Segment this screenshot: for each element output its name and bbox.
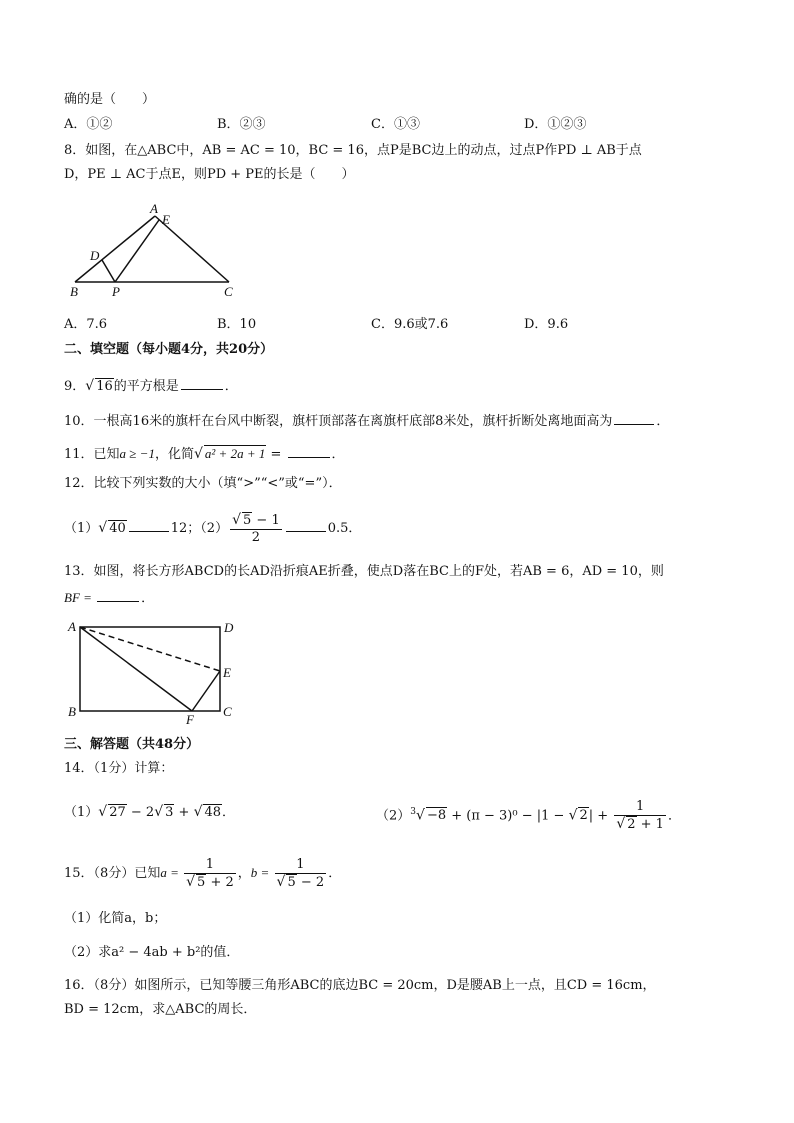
q7-stem-tail: 确的是（ ） <box>64 92 156 107</box>
q12-p1-right: 12； <box>170 521 201 536</box>
q8-option-c: C．9.6或7.6 <box>371 317 449 332</box>
q8-label-c: C <box>224 284 233 299</box>
q10-text: 10．一根高16米的旗杆在台风中断裂，旗杆顶部落在离旗杆底部8米处，旗杆折断处离地面高为 <box>64 414 613 429</box>
q12-p1-radicand: 40 <box>109 521 126 536</box>
q14-p2-mid: + (π − 3)⁰ − |1 − <box>447 808 569 824</box>
q11-eq: = <box>266 447 286 462</box>
q15-p2: （2）求a² − 4ab + b²的值． <box>64 945 240 960</box>
q13-label-d: D <box>224 620 234 635</box>
q12-p2-num-radicand: 5 <box>243 512 252 528</box>
q8-label-e: E <box>162 212 170 227</box>
q7-option-b: B．②③ <box>217 117 266 132</box>
q11-condition: a ≥ −1 <box>119 446 155 461</box>
q14-p1-end: ． <box>222 805 236 820</box>
q9-radicand: 16 <box>96 379 113 394</box>
q14-p2-cube-index: 3 <box>410 807 417 817</box>
q8-label-a: A <box>150 201 158 216</box>
q14-p2-frac-den-rest: + 1 <box>636 816 664 832</box>
q13-end: ． <box>141 591 155 606</box>
q8-option-d: D．9.6 <box>524 317 569 332</box>
q13-label-c: C <box>223 704 232 719</box>
sqrt-sign: √ <box>85 378 95 394</box>
section2-title: 二、填空题（每小题4分，共20分） <box>64 342 274 357</box>
q8-triangle-figure <box>62 198 252 300</box>
q10-blank[interactable] <box>614 410 654 425</box>
q10-line <box>64 410 669 431</box>
q15-line <box>64 852 341 894</box>
q13-label-f: F <box>186 712 194 726</box>
q14-p1: （1）√ 27 − 2√ 3 + √ 48． <box>64 804 236 820</box>
q15-p1: （1）化简a，b； <box>64 911 167 926</box>
q11-blank[interactable] <box>288 443 330 458</box>
q12-p1-blank[interactable] <box>129 517 169 532</box>
q12-p2-blank[interactable] <box>286 517 326 532</box>
q15-prefix: 15．（8分）已知 <box>64 866 161 881</box>
q10-end: ． <box>656 414 670 429</box>
q12-p2-right: 0.5． <box>327 521 362 536</box>
q8-label-d: D <box>90 248 100 263</box>
q12-p1-label: （1） <box>64 521 99 536</box>
sqrt-sign: √ <box>98 520 108 536</box>
q15-end: ． <box>328 866 342 881</box>
q9-blank[interactable] <box>181 375 223 390</box>
q12-parts <box>64 508 361 548</box>
q15-a-den-rest: + 2 <box>206 874 234 890</box>
q11-radicand: a² + 2a + 1 <box>204 446 266 461</box>
q12-p2-num-rest: − 1 <box>252 512 280 528</box>
q16-line2: BD = 12cm，求△ABC的周长． <box>64 1002 257 1017</box>
q16-line1: 16．（8分）如图所示，已知等腰三角形ABC的底边BC = 20cm，D是腰AB上一点，且CD = 16cm， <box>64 978 656 993</box>
q7-option-a: A．①② <box>64 117 113 132</box>
section3-title: 三、解答题（共48分） <box>64 737 200 752</box>
q15-a-den-r: 5 <box>197 874 206 890</box>
q12-p2-label: （2） <box>200 521 229 536</box>
q14-p1-r1: 27 <box>109 805 126 820</box>
q13-label-a: A <box>68 619 76 634</box>
q15-b-den-r: 5 <box>287 874 296 890</box>
q15-sep: ， <box>237 866 251 881</box>
q8-line1: 8．如图，在△ABC中，AB = AC = 10，BC = 16，点P是BC边上的动点，过点P作PD ⊥ AB于点 <box>64 143 642 158</box>
q14-p1-r3: 48 <box>204 805 222 820</box>
q14-p2-end: ． <box>667 808 681 824</box>
q14-p2-label: （2） <box>376 808 411 824</box>
q11-end: ． <box>331 447 345 462</box>
q14-p2-frac-den-r: 2 <box>627 816 636 832</box>
q12-p2-den: 2 <box>251 529 261 545</box>
q8-line2: D，PE ⊥ AC于点E，则PD + PE的长是（ ） <box>64 167 355 182</box>
q15-b-eq: b = <box>250 865 273 880</box>
q14-p1-plus: + <box>174 805 194 820</box>
q13-line2 <box>64 587 154 608</box>
q9-line <box>64 375 238 396</box>
q15-a-eq: a = <box>160 865 183 880</box>
q14-p2-r2: 2 <box>579 808 588 824</box>
q13-bf-prefix: BF = <box>64 590 96 605</box>
q15-a-num: 1 <box>184 857 236 874</box>
q14-text: 14．（1分）计算： <box>64 761 174 776</box>
q7-option-c: C．①③ <box>371 117 420 132</box>
q9-end: ． <box>224 379 238 394</box>
q11-mid: ，化简 <box>154 447 194 462</box>
q14-p2: $(2)^3√ -8 + (\pi - 3)^0 - |1$ − √ 2| + $\frac{1}{√ 2 + 1}$ ． <box>376 798 681 832</box>
q14-p1-label: （1） <box>64 805 99 820</box>
q14-p1-mid: − 2 <box>126 805 155 820</box>
q14-p2-r1: −8 <box>426 808 447 824</box>
q12-p2-fraction: $\frac{√ 5 - 1}{2}$ <box>232 511 280 545</box>
q14-p1-r2: 3 <box>165 805 174 820</box>
q7-option-d: D．①②③ <box>524 117 587 132</box>
q15-b-fraction: $\frac{1}{√ 5 - 2}$ <box>276 856 325 890</box>
q11-line <box>64 443 345 464</box>
sqrt-sign: √ <box>193 446 203 462</box>
q15-a-fraction: $\frac{1}{√ 5 + 2}$ <box>186 856 234 890</box>
q14-p2-frac-num: 1 <box>614 799 666 816</box>
q13-rectangle-figure <box>62 614 252 726</box>
q13-label-e: E <box>223 665 231 680</box>
q15-b-num: 1 <box>275 857 327 874</box>
q8-label-p: P <box>112 284 120 299</box>
q13-blank[interactable] <box>97 587 139 602</box>
q14-p2-fraction: $\frac{1}{√ 2 + 1}$ <box>616 798 664 832</box>
q8-option-b: B．10 <box>217 317 257 332</box>
q9-suffix: 的平方根是 <box>113 379 179 394</box>
q14-p2-close: | + <box>588 808 613 824</box>
q13-label-b: B <box>68 704 76 719</box>
q8-option-a: A．7.6 <box>64 317 108 332</box>
q9-prefix: 9． <box>64 379 86 394</box>
q15-b-den-rest: − 2 <box>296 874 325 890</box>
q12-text: 12．比较下列实数的大小（填“>”“<”或“=”）． <box>64 476 342 491</box>
q11-prefix: 11．已知 <box>64 447 120 462</box>
q13-line1: 13．如图，将长方形ABCD的长AD沿折痕AE折叠，使点D落在BC上的F处，若AB = 6，AD = 10，则 <box>64 564 664 579</box>
q8-label-b: B <box>70 284 78 299</box>
